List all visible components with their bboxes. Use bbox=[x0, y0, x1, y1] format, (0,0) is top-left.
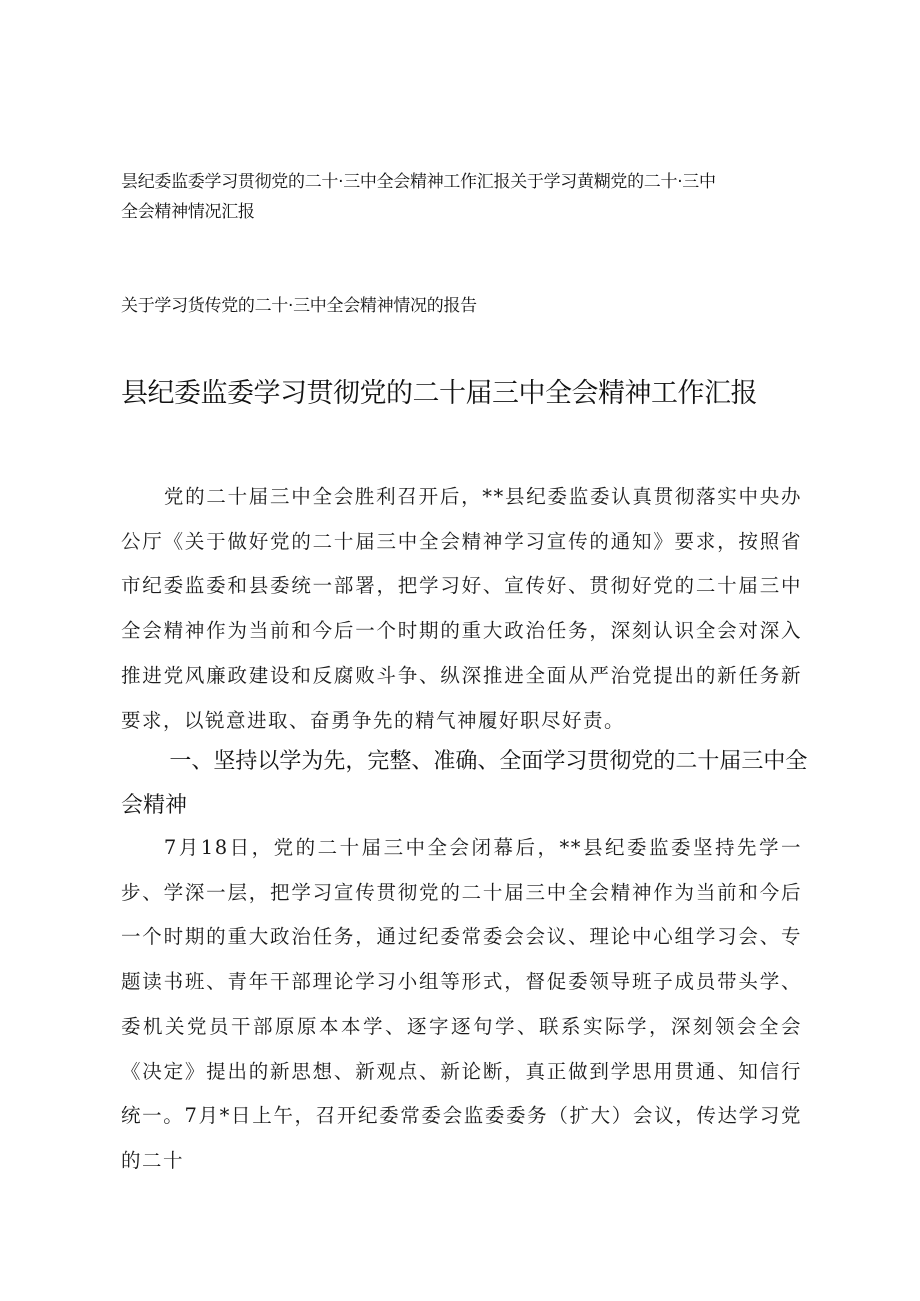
intro-paragraph: 党的二十届三中全会胜利召开后，**县纪委监委认真贯彻落实中央办公厅《关于做好党的二十届三中全会精神学习宣传的通知》要求，按照省市纪委监委和县委统一部署，把学习好、宣传好、贯彻好党的二十届三中全会精神作为当前和今后一个时期的重大政治任务，深刻认识全会对深入推进党风廉政建设和反腐败斗争、纵深推进全面从严治党提出的新任务新要求，以锐意进取、奋勇争先的精气神履好职尽好责。 bbox=[121, 485, 802, 732]
document-title: 县纪委监委学习贯彻党的二十届三中全会精神工作汇报 bbox=[121, 378, 757, 409]
section-1-heading: 一、坚持以学为先，完整、准确、全面学习贯彻党的二十届三中全会精神 bbox=[121, 749, 808, 818]
section-1-paragraph: 7月18日，党的二十届三中全会闭幕后，**县纪委监委坚持先学一步、学深一层，把学习宣传贯彻党的二十届三中全会精神作为当前和今后一个时期的重大政治任务，通过纪委常委会会议、理论中心组学习会、专题读书班、青年干部理论学习小组等形式，督促委领导班子成员带头学、委机关党员干部原原本本学、逐字逐句学、联系实际学，深刻领会全会《决定》提出的新思想、新观点、新论断，真正做到学思用贯通、知信行统一。7月*日上午，召开纪委常委会监委委务（扩大）会议，传达学习党的二十 bbox=[121, 836, 802, 1172]
toc-line-3: 关于学习货传党的二十·三中全会精神情况的报告 bbox=[121, 296, 477, 316]
toc-line-2: 全会精神情况汇报 bbox=[121, 202, 255, 222]
toc-line-1: 昙纪委监委学习贯彻党的二十·三中全会精神工作汇报关于学习黄糊党的二十·三中 bbox=[121, 172, 716, 192]
